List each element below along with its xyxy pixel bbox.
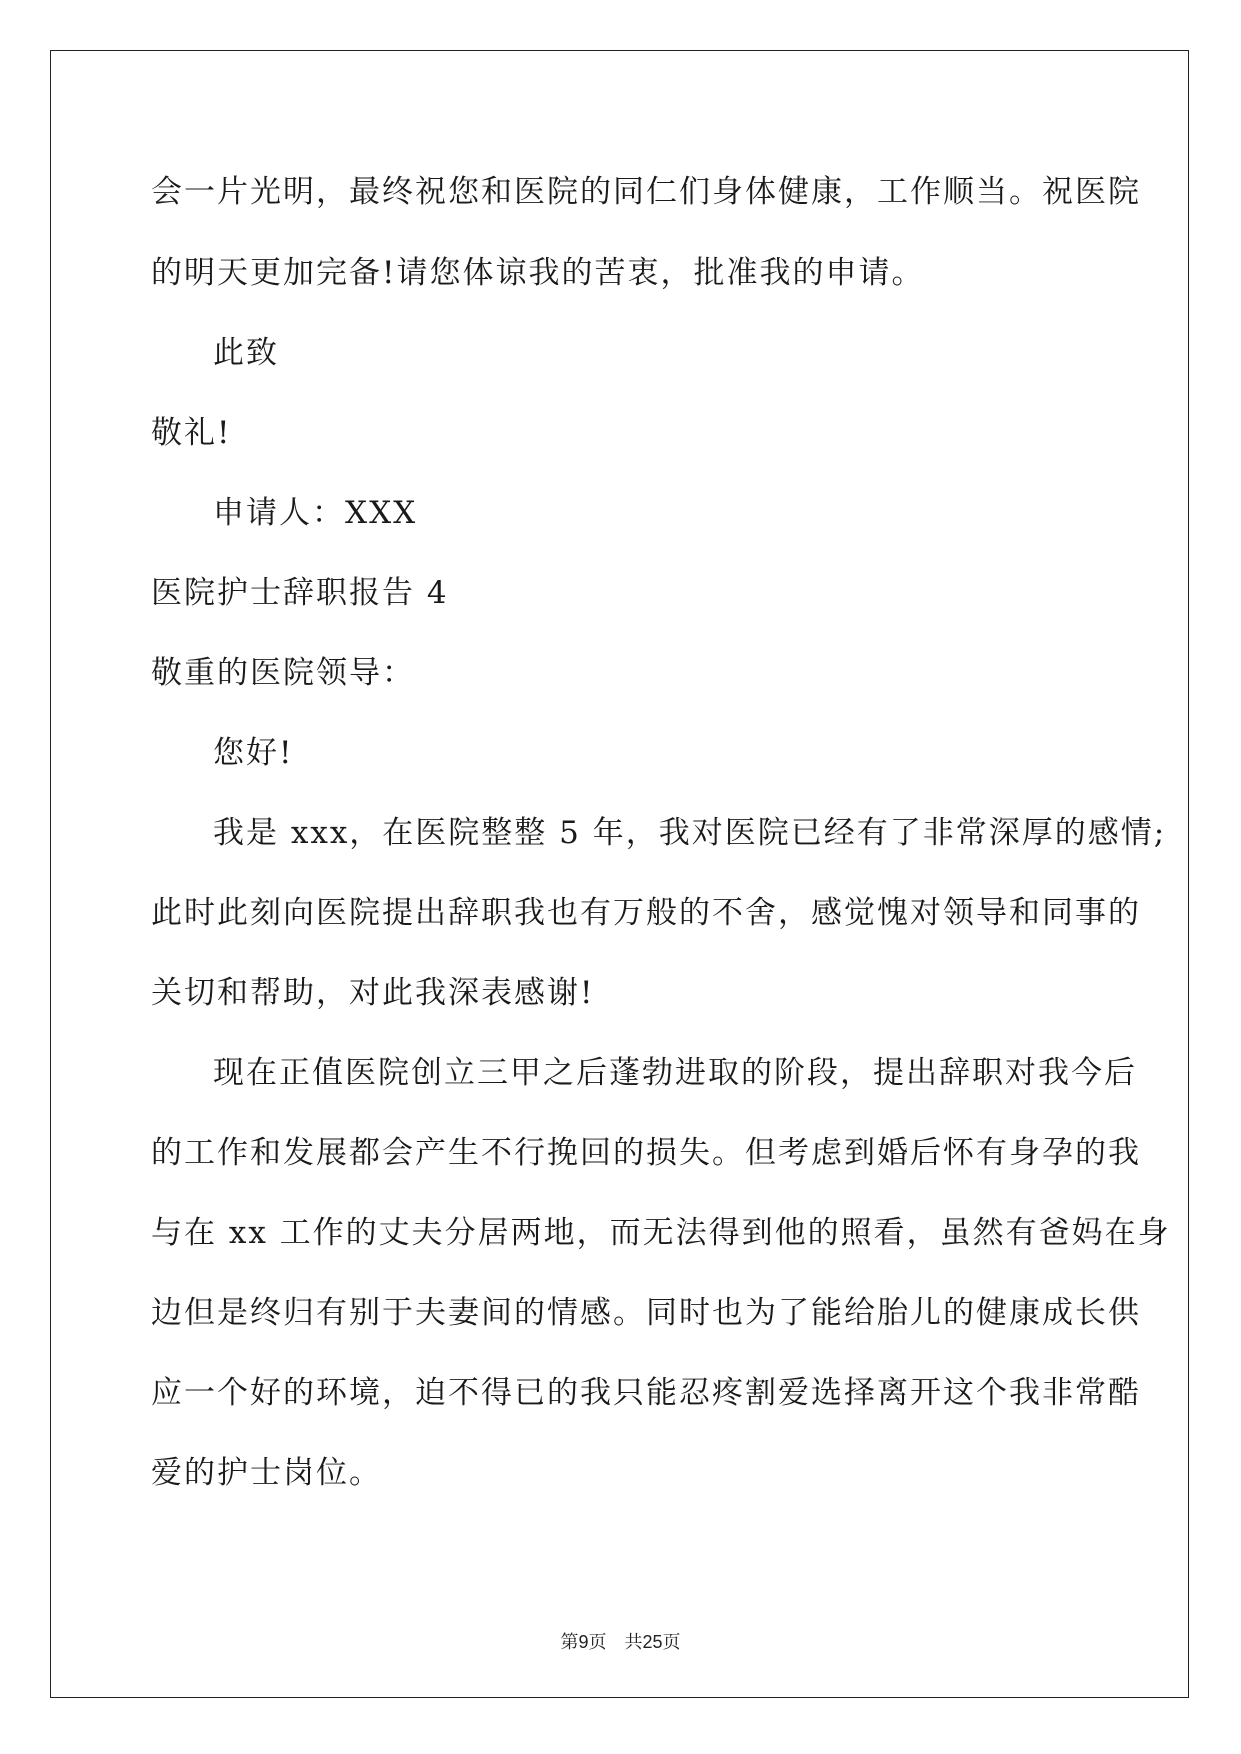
page-number-footer — [0, 1630, 1241, 1655]
paragraph-line: 与在 xx 工作的丈夫分居两地，而无法得到他的照看，虽然有爸妈在身 — [151, 1215, 1171, 1251]
paragraph-line: 的明天更加完备!请您体谅我的苦衷，批准我的申请。 — [151, 255, 925, 291]
paragraph-line: 边但是终归有别于夫妻间的情感。同时也为了能给胎儿的健康成长供 — [151, 1295, 1141, 1331]
page-border — [50, 50, 1189, 1698]
section-heading: 医院护士辞职报告 4 — [151, 575, 449, 611]
page-total: 25 — [642, 1632, 663, 1652]
closing-salutation: 此致 — [213, 335, 279, 371]
paragraph-line: 的工作和发展都会产生不行挽回的损失。但考虑到婚后怀有身孕的我 — [151, 1135, 1141, 1171]
closing-salute: 敬礼! — [151, 415, 232, 451]
paragraph-line: 我是 xxx，在医院整整 5 年，我对医院已经有了非常深厚的感情; — [213, 815, 1167, 851]
paragraph-line: 会一片光明，最终祝您和医院的同仁们身体健康，工作顺当。祝医院 — [151, 174, 1141, 210]
greeting-recipient: 敬重的医院领导： — [151, 655, 415, 691]
applicant-signature: 申请人：XXX — [213, 495, 418, 531]
page-suffix: 页 — [662, 1632, 681, 1653]
page-mid: 页 共 — [588, 1632, 643, 1653]
page-prefix: 第 — [560, 1632, 579, 1653]
greeting: 您好! — [213, 735, 294, 771]
paragraph-line: 爱的护士岗位。 — [151, 1455, 382, 1491]
paragraph-line: 此时此刻向医院提出辞职我也有万般的不舍，感觉愧对领导和同事的 — [151, 895, 1141, 931]
paragraph-line: 现在正值医院创立三甲之后蓬勃进取的阶段，提出辞职对我今后 — [213, 1055, 1137, 1091]
paragraph-line: 关切和帮助，对此我深表感谢! — [151, 975, 595, 1011]
page-current: 9 — [578, 1632, 589, 1652]
paragraph-line: 应一个好的环境，迫不得已的我只能忍疼割爱选择离开这个我非常酷 — [151, 1375, 1141, 1411]
